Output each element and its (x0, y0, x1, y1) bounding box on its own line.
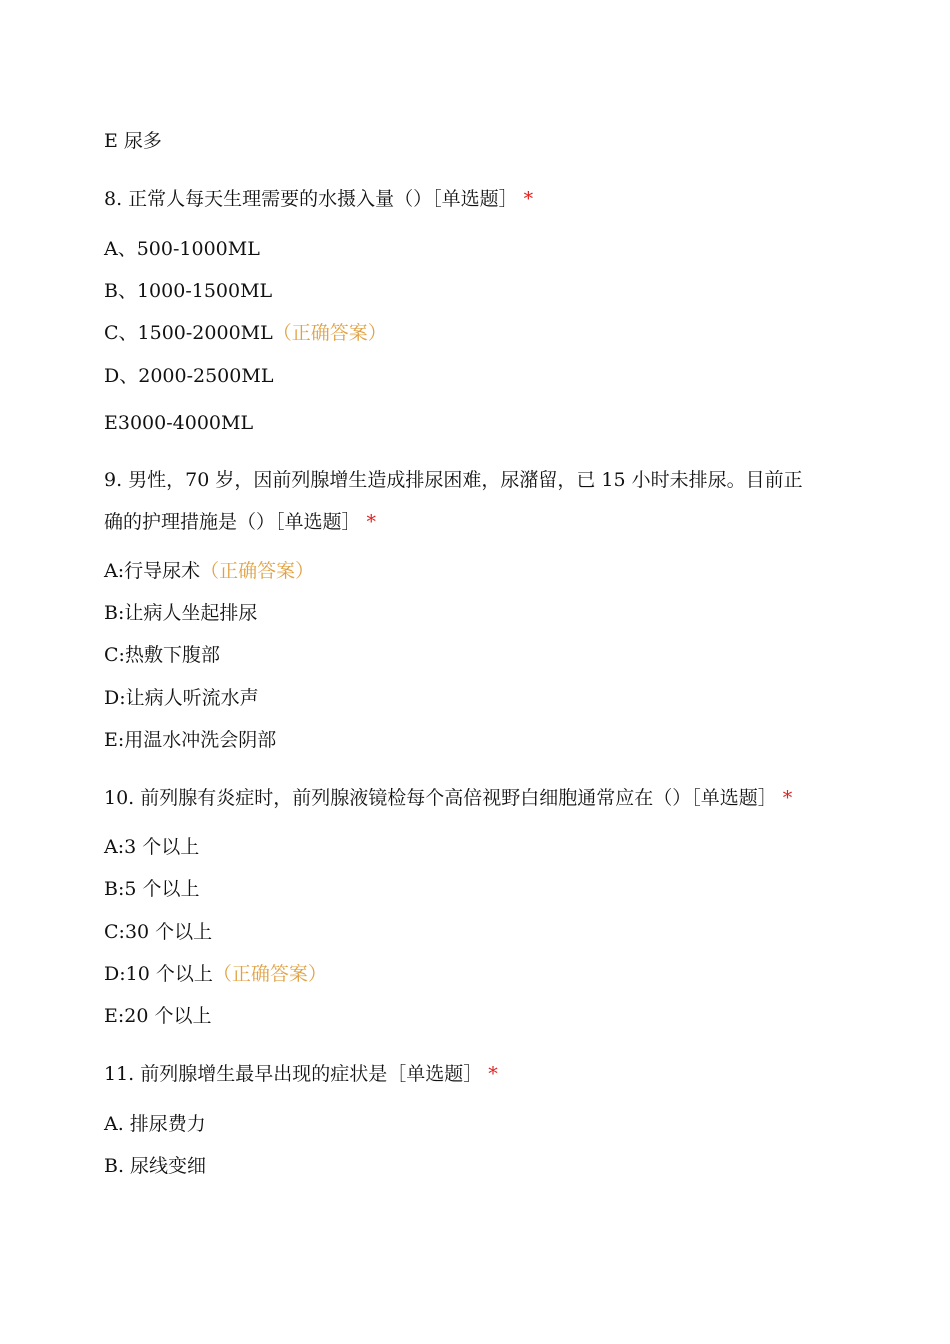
required-mark: * (782, 787, 793, 809)
q10-option-e[interactable]: E:20 个以上 (104, 1005, 212, 1027)
q10-option-d[interactable]: D:10 个以上（正确答案） (104, 963, 327, 985)
question-9-title-line-1: 9. 男性，70 岁，因前列腺增生造成排尿困难，尿潴留，已 15 小时未排尿。目前正 (104, 469, 803, 491)
q9-option-c[interactable]: C:热敷下腹部 (104, 644, 220, 666)
q10-option-b[interactable]: B:5 个以上 (104, 878, 200, 900)
q9-option-b[interactable]: B:让病人坐起排尿 (104, 602, 258, 624)
required-mark: * (523, 188, 534, 210)
q8-option-b[interactable]: B、1000-1500ML (104, 280, 273, 302)
correct-answer-label: （正确答案） (212, 963, 327, 985)
q8-option-a[interactable]: A、500-1000ML (104, 238, 260, 260)
correct-answer-label: （正确答案） (272, 322, 387, 344)
q9-option-e[interactable]: E:用温水冲洗会阴部 (104, 729, 277, 751)
q10-option-c[interactable]: C:30 个以上 (104, 921, 213, 943)
correct-answer-label: （正确答案） (200, 560, 315, 582)
q9-option-a[interactable]: A:行导尿术（正确答案） (104, 560, 315, 582)
q8-option-e[interactable]: E3000-4000ML (104, 412, 254, 434)
question-11-title: 11. 前列腺增生最早出现的症状是［单选题］ * (104, 1063, 498, 1085)
q10-option-a[interactable]: A:3 个以上 (104, 836, 200, 858)
required-mark: * (366, 511, 377, 533)
question-10-title: 10. 前列腺有炎症时，前列腺液镜检每个高倍视野白细胞通常应在（）［单选题］ * (104, 787, 793, 809)
q11-option-b[interactable]: B. 尿线变细 (104, 1155, 207, 1177)
option-e-frequent-urination: E 尿多 (104, 130, 162, 152)
q11-option-a[interactable]: A. 排尿费力 (104, 1113, 206, 1135)
q8-option-c[interactable]: C、1500-2000ML（正确答案） (104, 322, 387, 344)
question-8-title: 8. 正常人每天生理需要的水摄入量（）［单选题］ * (104, 188, 534, 210)
q9-option-d[interactable]: D:让病人听流水声 (104, 687, 259, 709)
q8-option-d[interactable]: D、2000-2500ML (104, 365, 274, 387)
required-mark: * (488, 1063, 498, 1085)
question-9-title-line-2: 确的护理措施是（）［单选题］ * (104, 511, 377, 533)
